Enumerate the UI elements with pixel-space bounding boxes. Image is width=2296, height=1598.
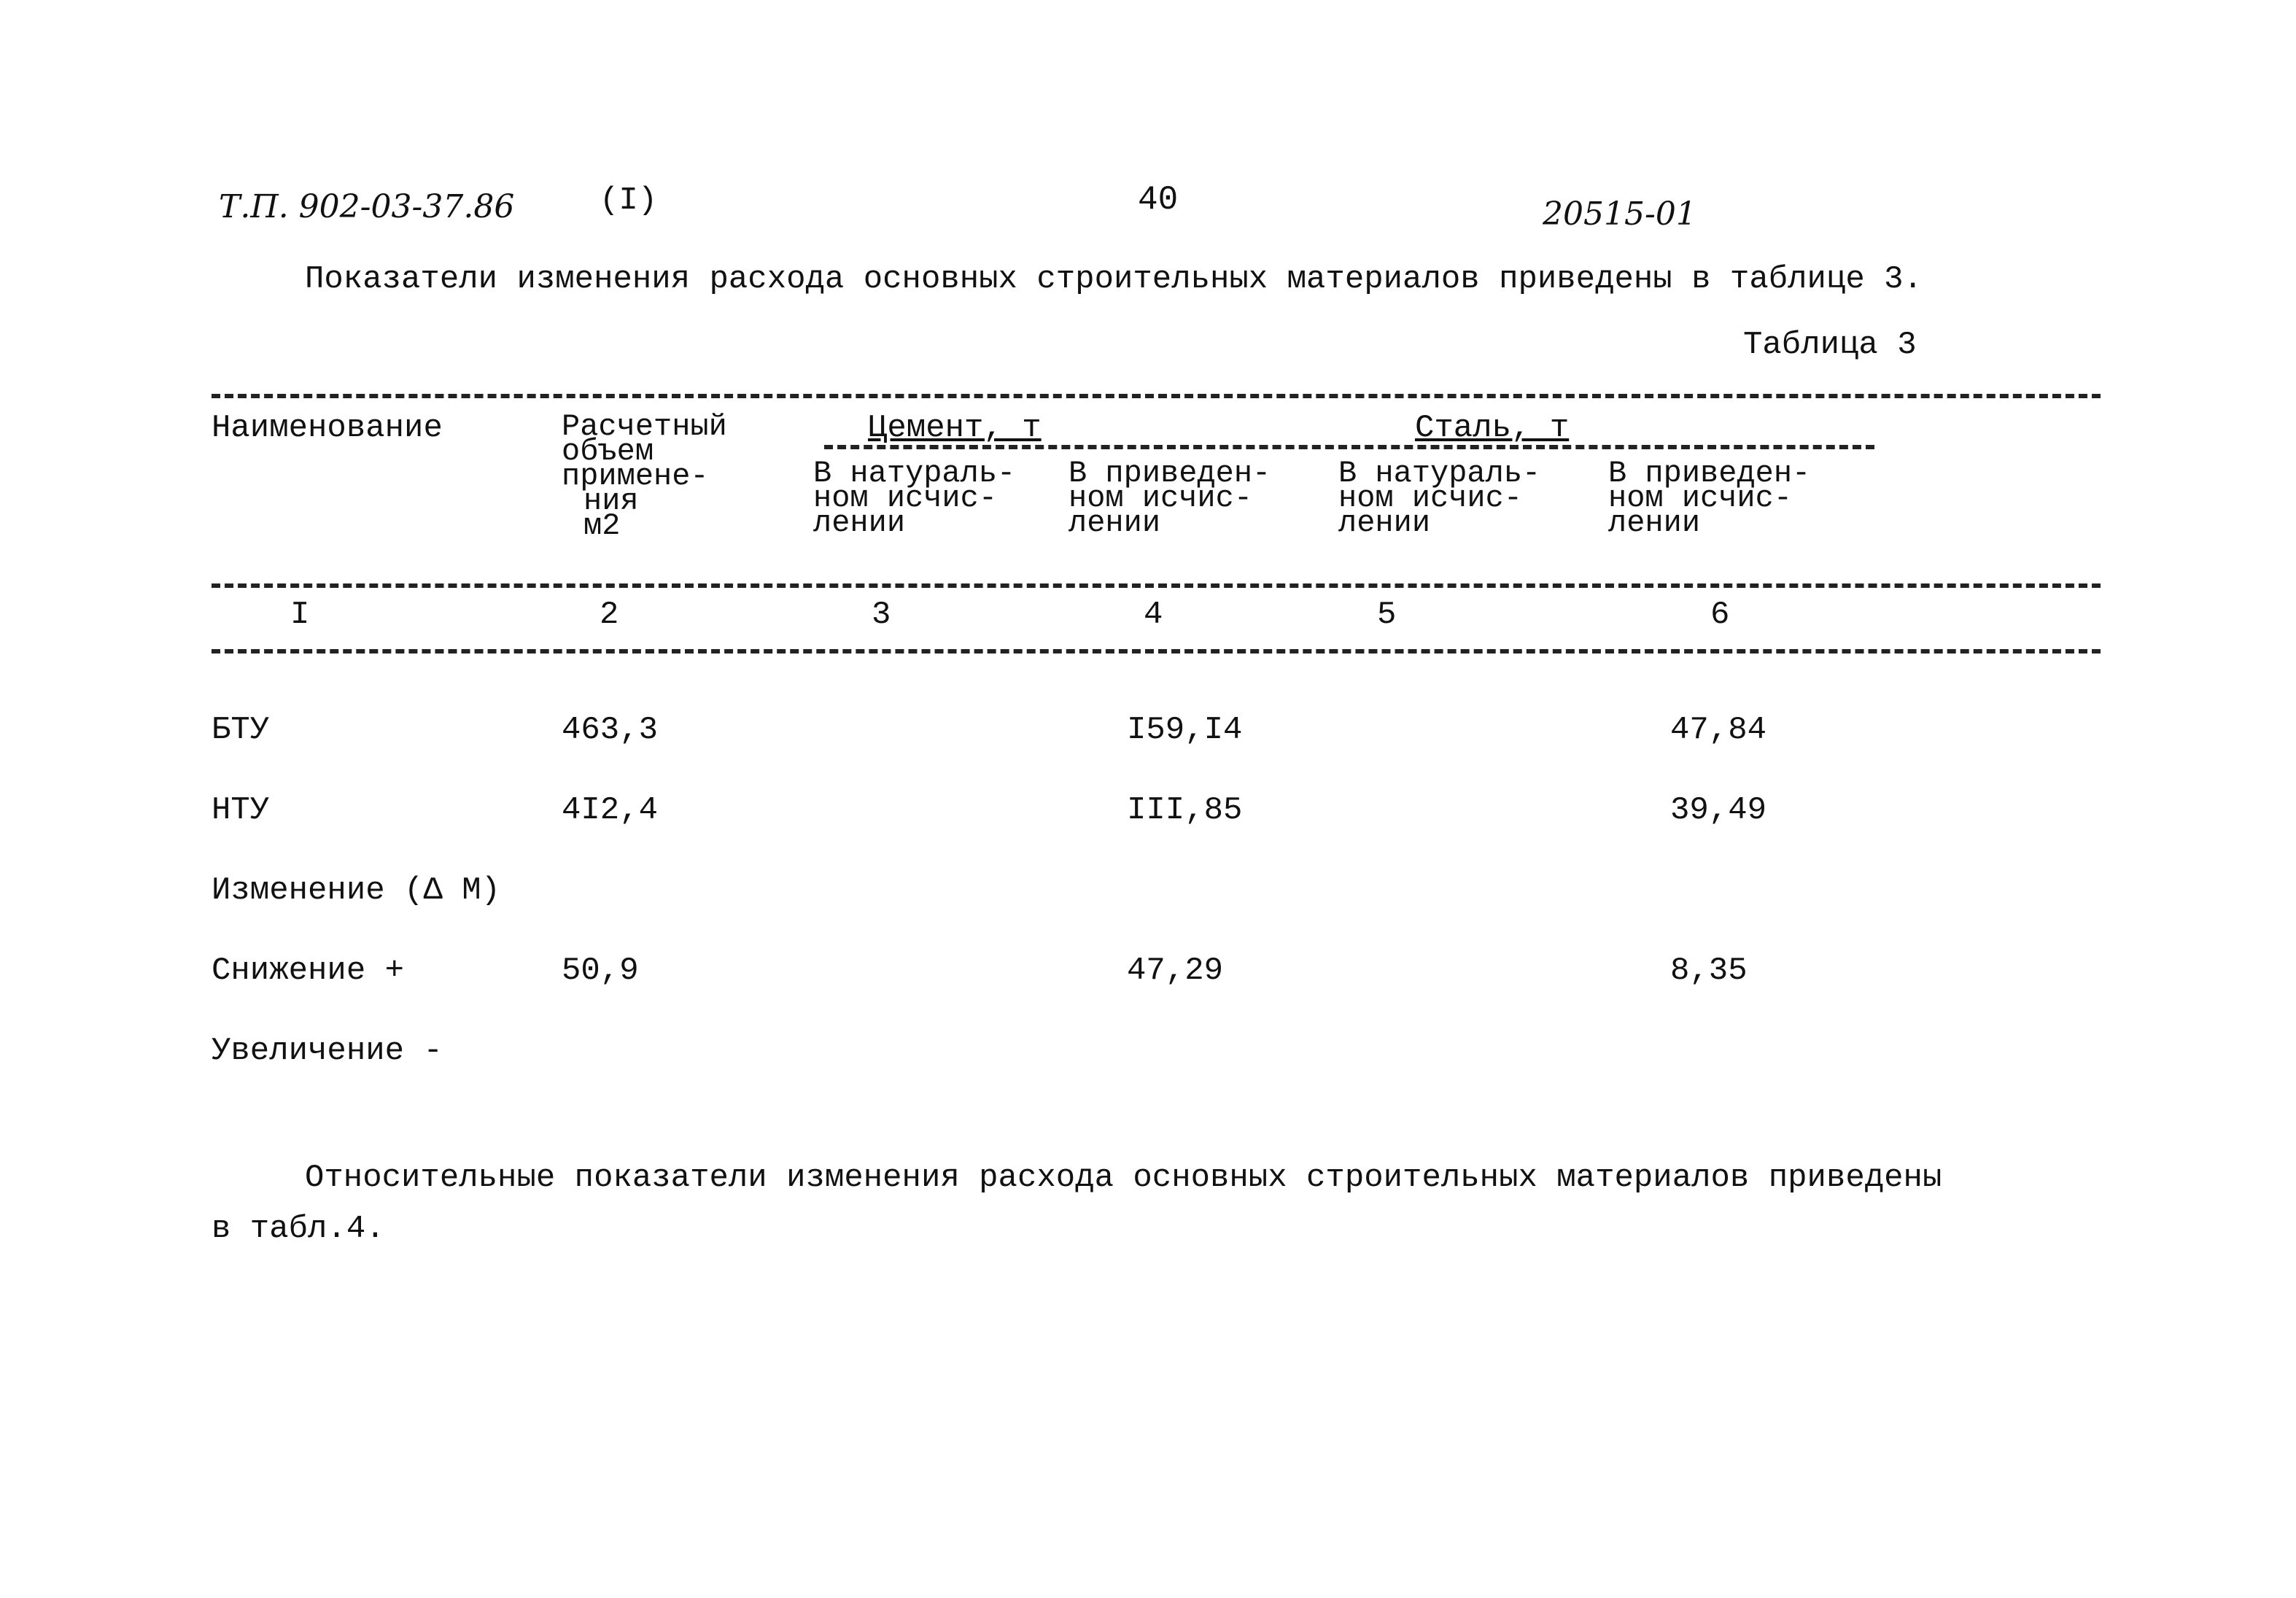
header-col-6-line-2: ном исчис-	[1608, 481, 1793, 516]
row-cement-reduced: I59,I4	[1127, 712, 1243, 748]
header-col-3	[813, 456, 1016, 540]
header-col-6	[1608, 456, 1811, 540]
table-label: Таблица 3	[1743, 327, 1917, 363]
row-volume: 4I2,4	[562, 792, 659, 829]
header-col-4-line-2: ном исчис-	[1069, 481, 1253, 516]
column-number-6: 6	[1710, 597, 1730, 633]
header-col-5-line-2: ном исчис-	[1338, 481, 1523, 516]
header-col-3-line-1: В натураль-	[813, 456, 1016, 491]
row-cement-reduced: 47,29	[1127, 953, 1224, 989]
header-col-4-line-1: В приведен-	[1069, 456, 1271, 491]
row-cement-reduced: III,85	[1127, 792, 1243, 829]
row-name: Увеличение -	[212, 1033, 443, 1069]
header-col-6-line-3: лении	[1608, 505, 1701, 540]
header-name: Наименование	[212, 410, 443, 446]
header-col-4	[1069, 456, 1271, 540]
row-volume: 50,9	[562, 953, 639, 989]
page-number: 40	[1138, 181, 1179, 219]
header-col-4-line-3: лении	[1069, 505, 1161, 540]
column-number-1: I	[290, 597, 310, 633]
column-numbers-rule	[212, 649, 2101, 653]
volume-number: (I)	[600, 182, 658, 219]
header-bottom-rule	[212, 583, 2101, 588]
header-col-3-line-3: лении	[813, 505, 906, 540]
footer-text-line-1: Относительные показатели изменения расхода основных строительных материалов приведены	[305, 1160, 1942, 1196]
header-steel-group: Сталь, т	[1415, 410, 1570, 446]
header-col-5	[1338, 456, 1541, 540]
row-volume: 463,3	[562, 712, 659, 748]
header-cement-group: Цемент, т	[868, 410, 1042, 446]
header-col-5-line-3: лении	[1338, 505, 1431, 540]
header-volume-line-3: примене-	[562, 459, 709, 494]
row-steel-reduced: 39,49	[1670, 792, 1767, 829]
row-steel-reduced: 8,35	[1670, 953, 1748, 989]
column-number-5: 5	[1377, 597, 1397, 633]
header-volume-line-4: ния	[583, 484, 639, 519]
header-volume-line-2: объем	[562, 434, 654, 469]
row-name: НТУ	[212, 792, 270, 829]
table-top-rule	[212, 394, 2101, 398]
row-name: Снижение +	[212, 953, 405, 989]
column-number-4: 4	[1144, 597, 1163, 633]
header-volume-line-5: м2	[583, 508, 621, 543]
row-name: БТУ	[212, 712, 270, 748]
header-volume	[562, 409, 727, 543]
column-number-3: 3	[872, 597, 891, 633]
header-col-5-line-1: В натураль-	[1338, 456, 1541, 491]
row-steel-reduced: 47,84	[1670, 712, 1767, 748]
album-code: 20515-01	[1543, 195, 1696, 233]
header-volume-line-1: Расчетный	[562, 409, 727, 444]
row-name: Изменение (Δ М)	[212, 872, 501, 909]
footer-text-line-2: в табл.4.	[212, 1211, 385, 1247]
header-col-6-line-1: В приведен-	[1608, 456, 1811, 491]
intro-text: Показатели изменения расхода основных строительных материалов приведены в таблице 3.	[305, 261, 1923, 298]
column-number-2: 2	[600, 597, 619, 633]
group-header-rule	[824, 445, 1874, 449]
header-col-3-line-2: ном исчис-	[813, 481, 998, 516]
document-code: Т.П. 902-03-37.86	[219, 188, 515, 225]
